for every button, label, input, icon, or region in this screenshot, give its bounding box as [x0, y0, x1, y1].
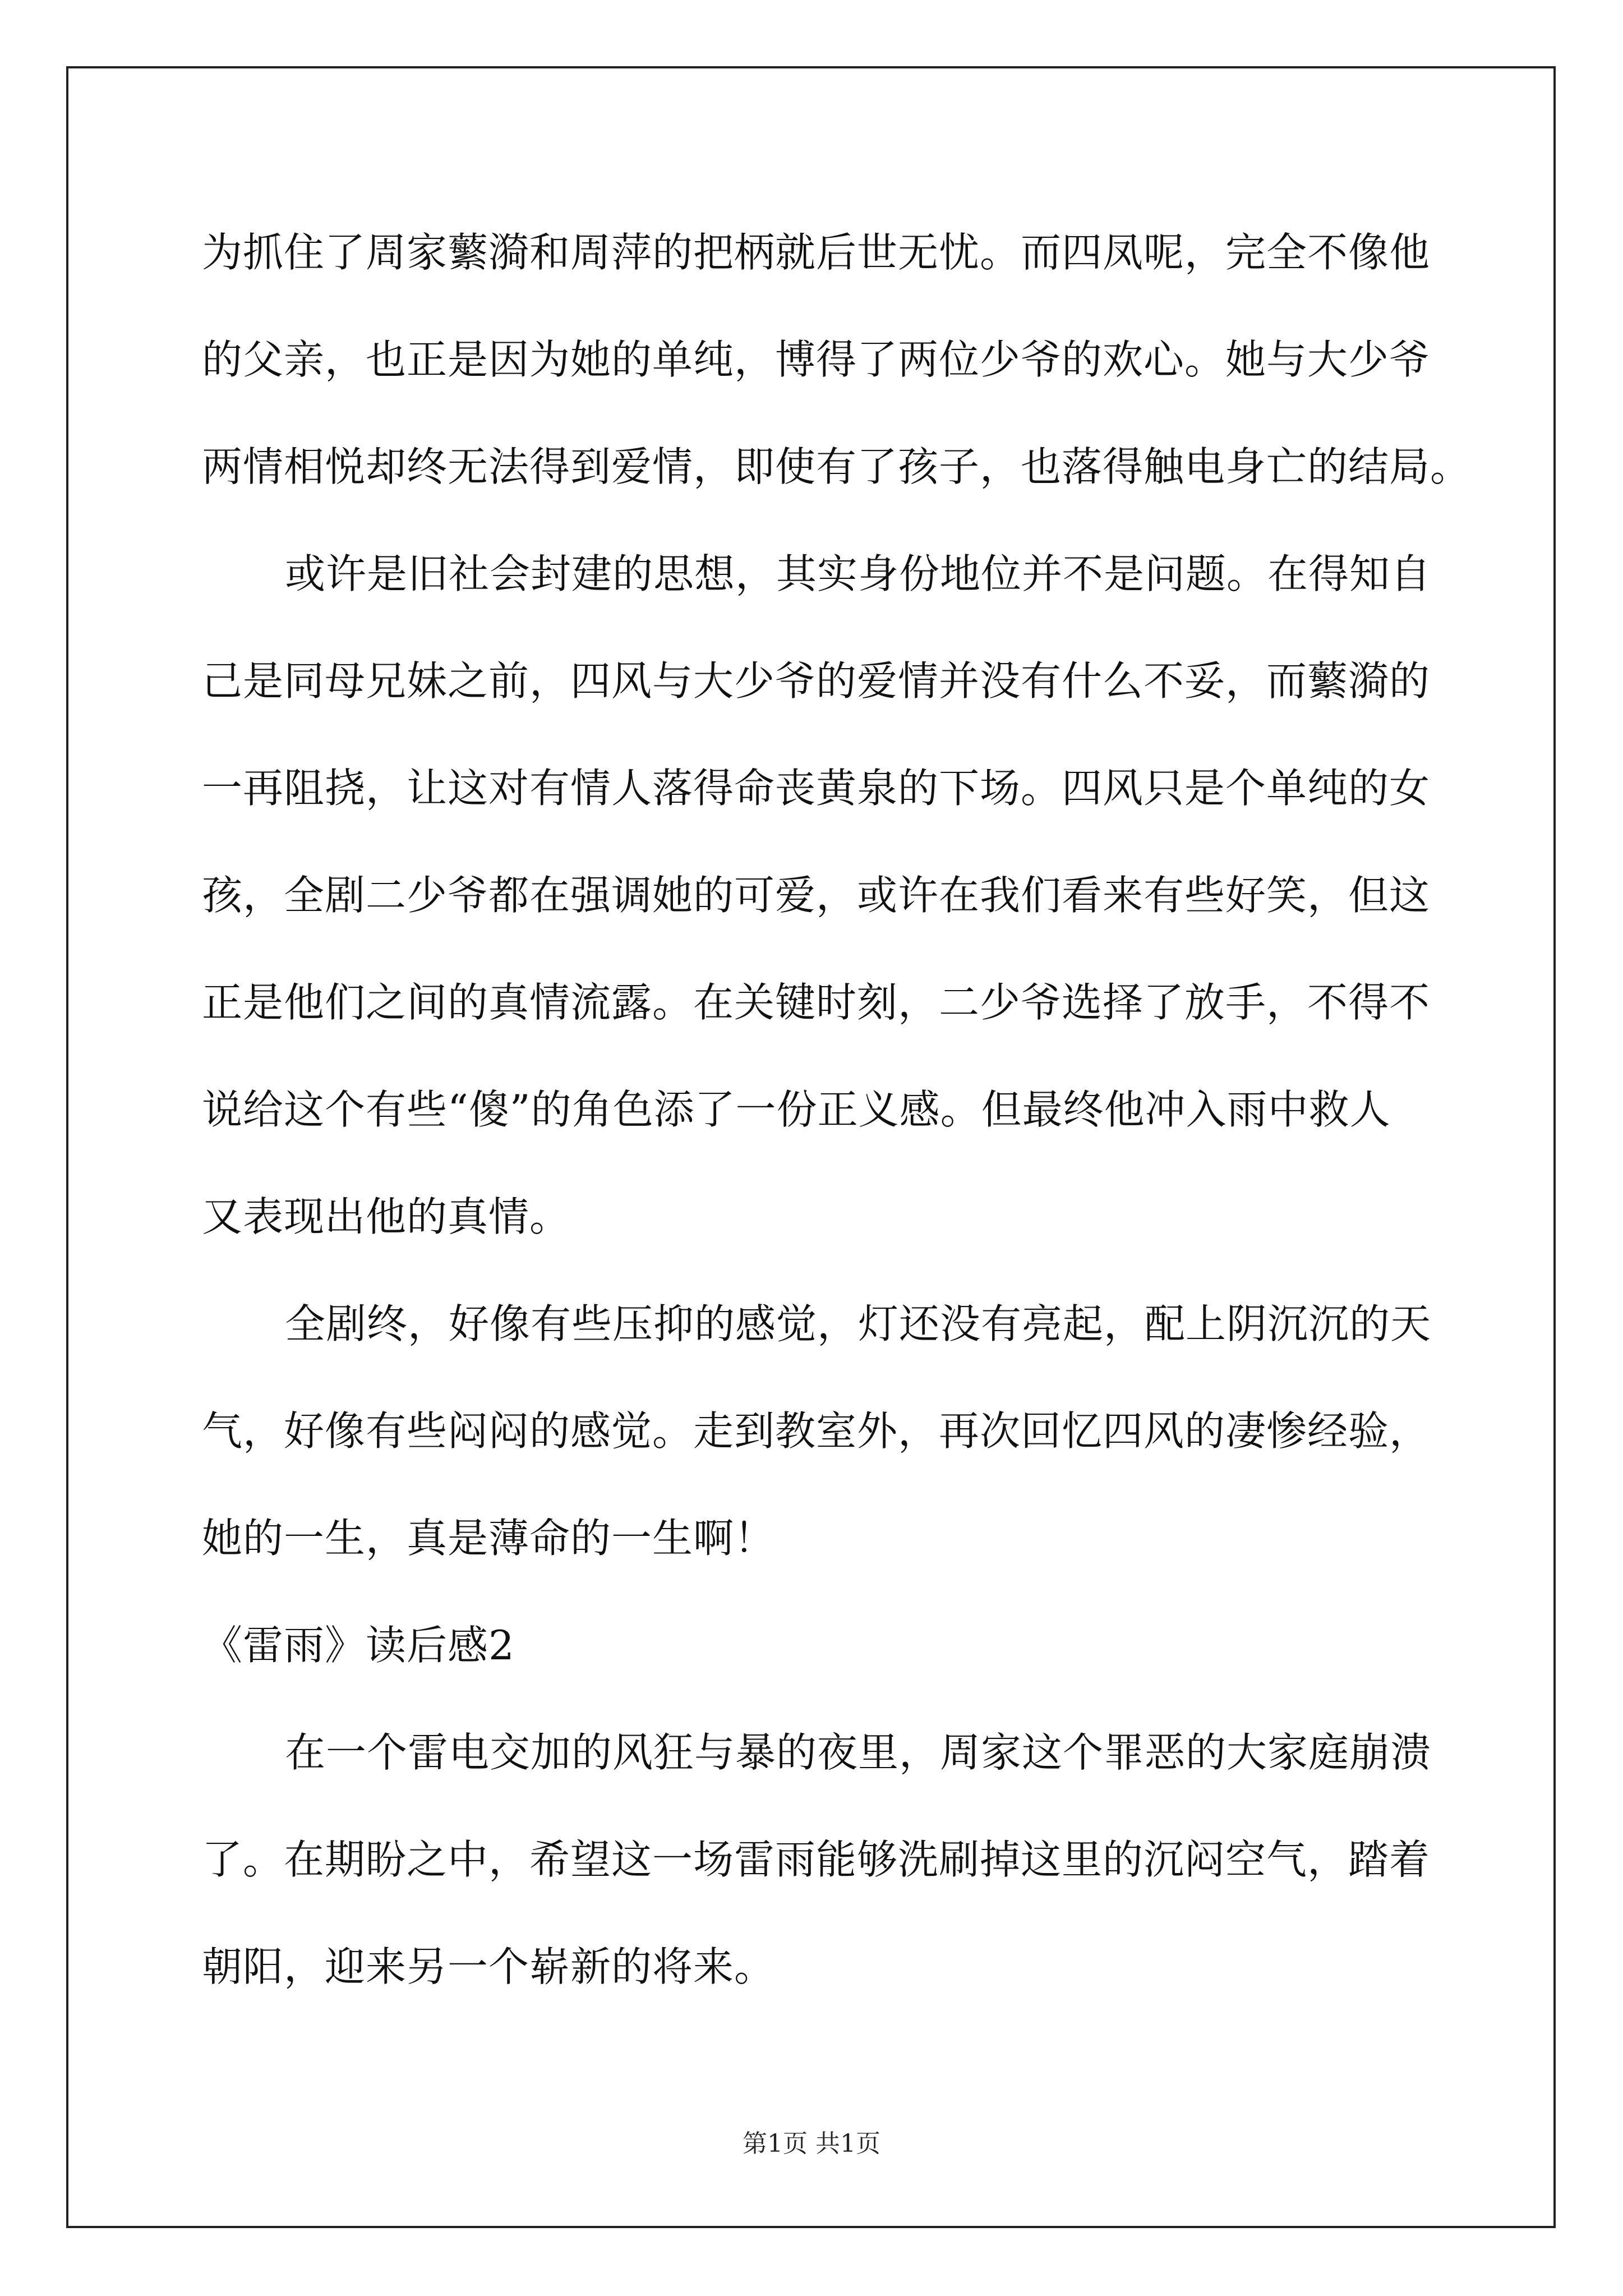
- document-body: [202, 213, 1472, 2035]
- text-line: 在一个雷电交加的风狂与暴的夜里，周家这个罪恶的大家庭崩溃: [285, 1729, 1432, 1776]
- text-line: 一再阻挠，让这对有情人落得命丧黄泉的下场。四风只是个单纯的女: [202, 765, 1431, 812]
- text-line: 孩，全剧二少爷都在强调她的可爱，或许在我们看来有些好笑，但这: [202, 872, 1431, 919]
- text-line: 说给这个有些“傻”的角色添了一份正义感。但最终他冲入雨中救人: [202, 1086, 1391, 1133]
- page-number: 第1页 共1页: [743, 2129, 880, 2158]
- text-line: 己是同母兄妹之前，四风与大少爷的爱情并没有什么不妥，而蘩漪的: [202, 657, 1431, 705]
- section-heading: 《雷雨》读后感2: [202, 1622, 515, 1669]
- text-line: 了。在期盼之中，希望这一场雷雨能够洗刷掉这里的沉闷空气，踏着: [202, 1836, 1431, 1883]
- text-line: 为抓住了周家蘩漪和周萍的把柄就后世无忧。而四凤呢，完全不像他: [202, 229, 1431, 276]
- text-line: 的父亲，也正是因为她的单纯，博得了两位少爷的欢心。她与大少爷: [202, 336, 1431, 383]
- text-line: 两情相悦却终无法得到爱情，即使有了孩子，也落得触电身亡的结局。: [202, 443, 1472, 490]
- text-line: 正是他们之间的真情流露。在关键时刻，二少爷选择了放手，不得不: [202, 979, 1431, 1026]
- text-line: 或许是旧社会封建的思想，其实身份地位并不是问题。在得知自: [285, 550, 1432, 597]
- page-footer: [0, 2123, 1623, 2159]
- text-line: 又表现出他的真情。: [202, 1193, 571, 1240]
- text-line: 气，好像有些闷闷的感觉。走到教室外，再次回忆四风的凄惨经验，: [202, 1407, 1431, 1455]
- text-line: 朝阳，迎来另一个崭新的将来。: [202, 1943, 776, 1990]
- text-line: 全剧终，好像有些压抑的感觉，灯还没有亮起，配上阴沉沉的天: [285, 1300, 1432, 1347]
- text-line: 她的一生，真是薄命的一生啊！: [202, 1515, 776, 1562]
